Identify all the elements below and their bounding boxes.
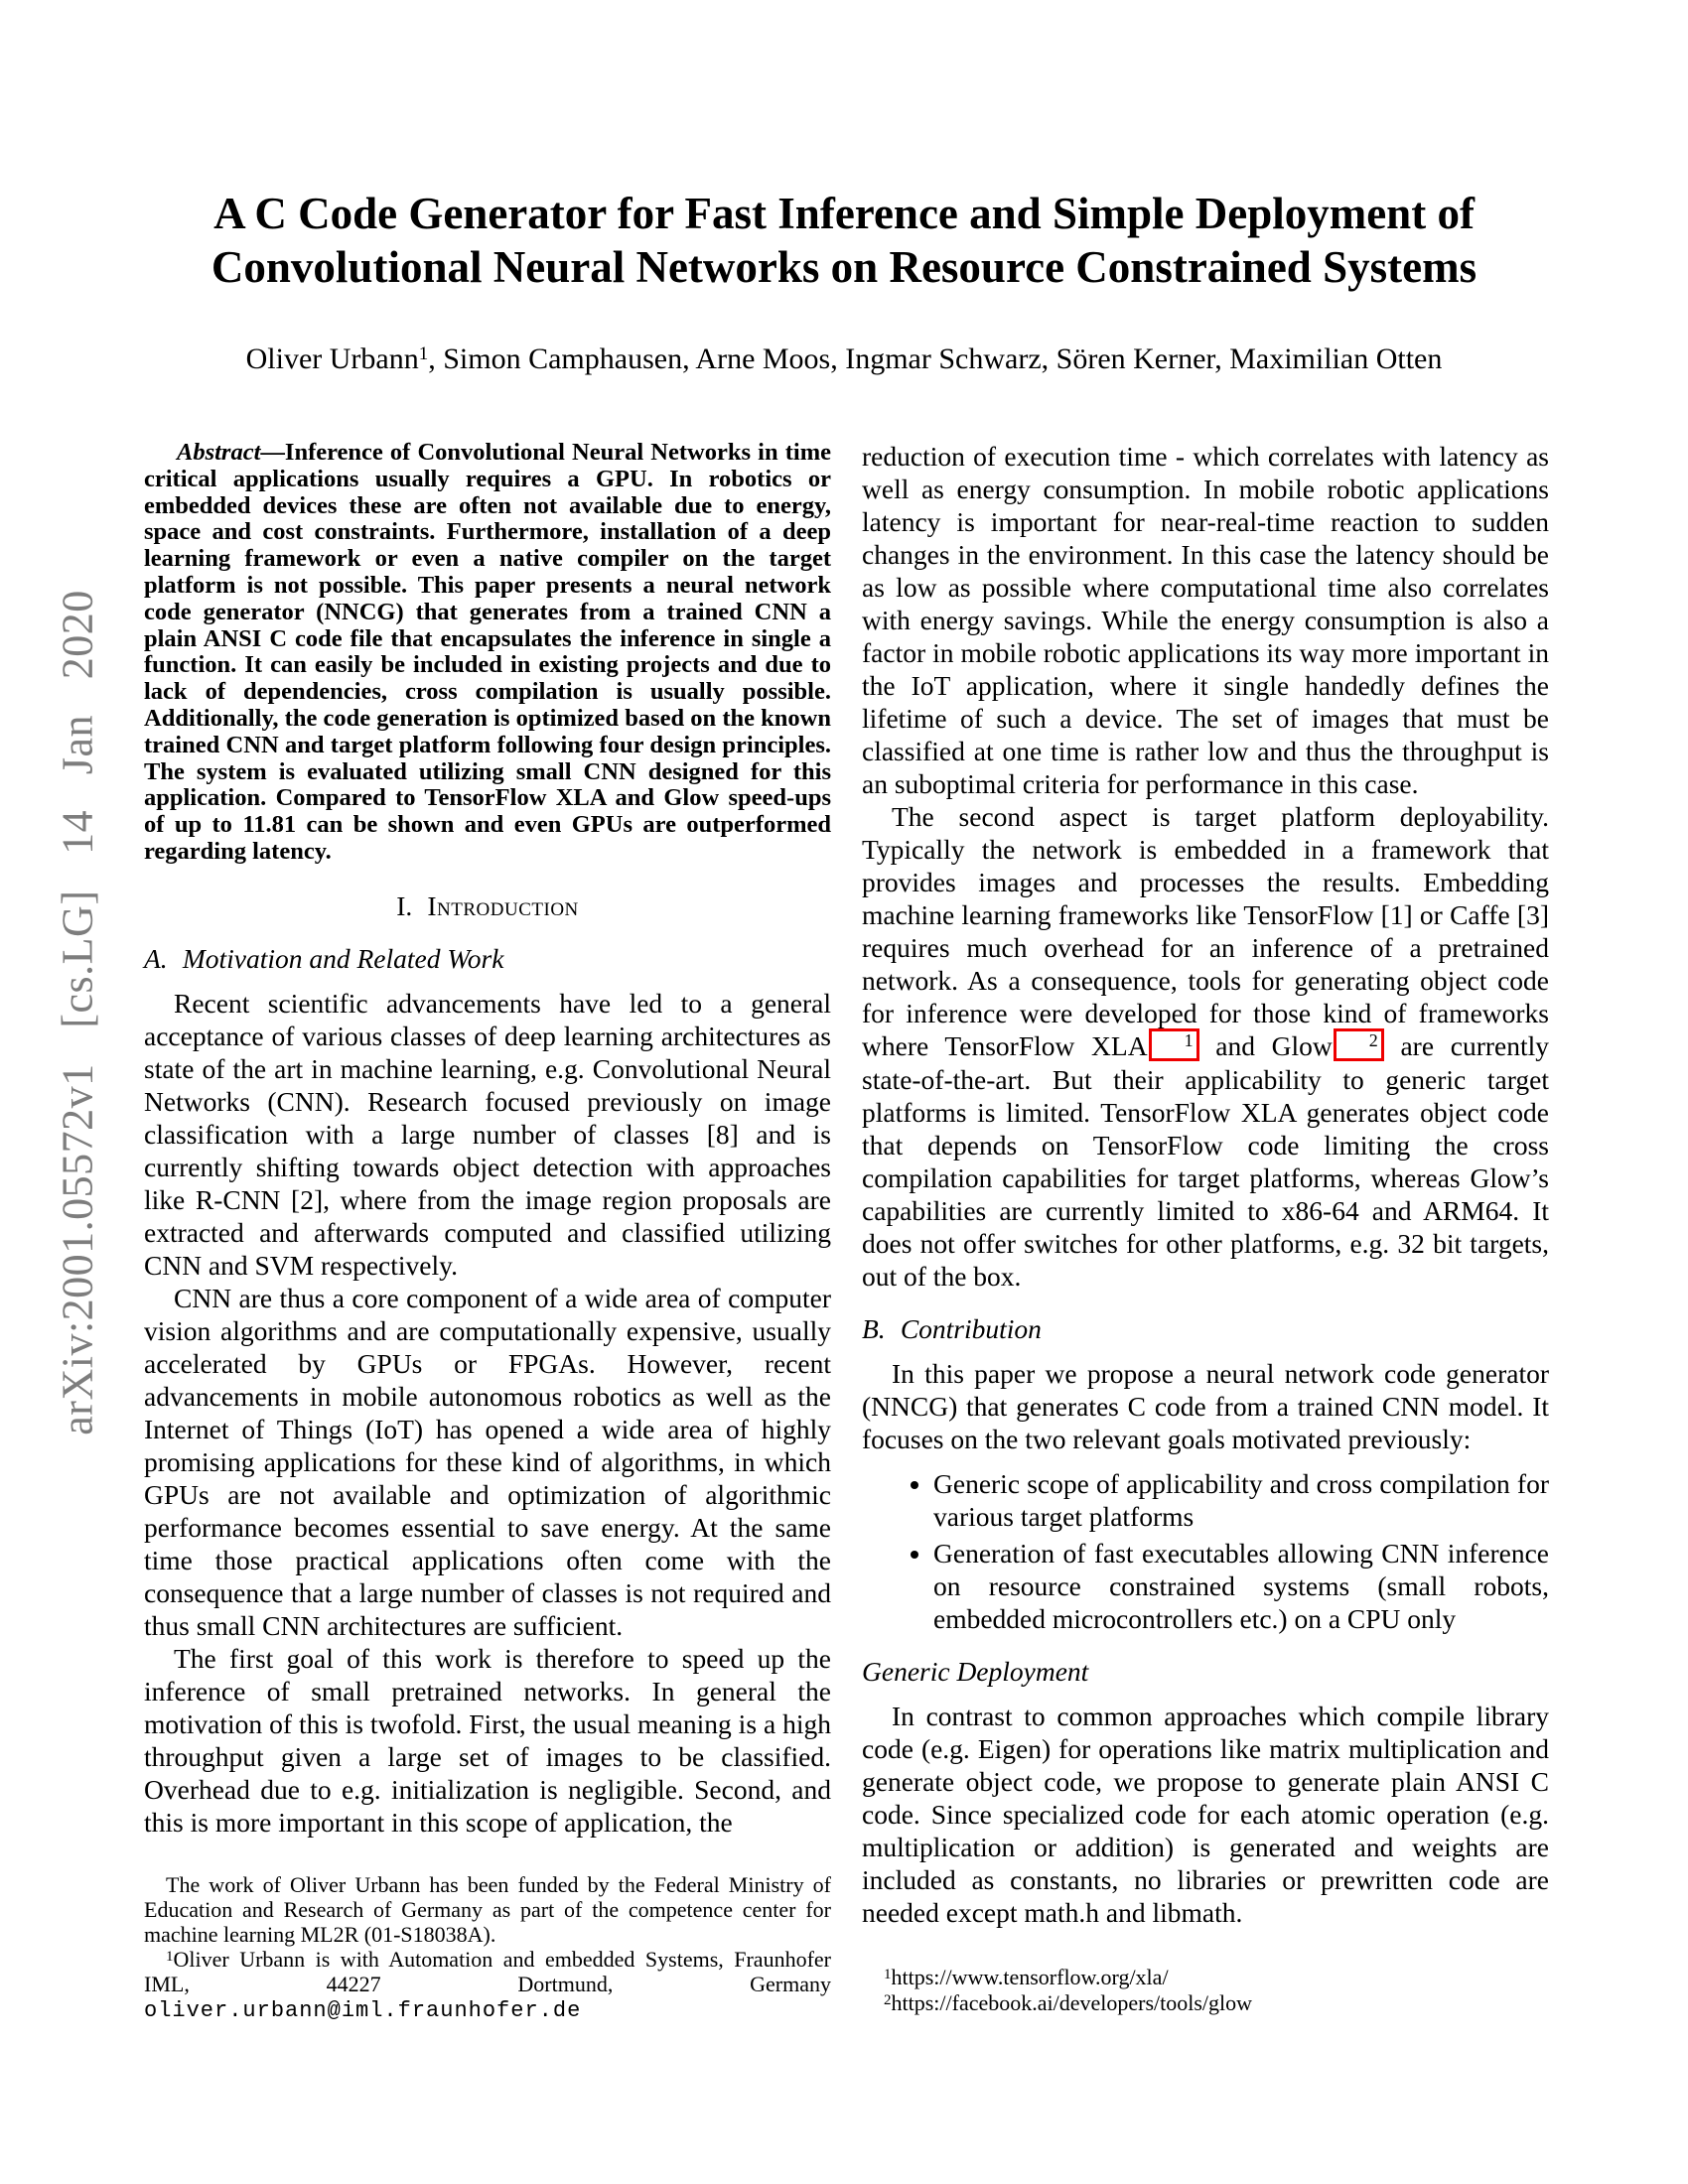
section-title: Introduction: [427, 889, 579, 921]
abstract-dash: —: [260, 439, 285, 466]
author-footnote-marker: 1: [166, 1948, 174, 1965]
footnote-2: [862, 1990, 1549, 2016]
second-aspect-before: The second aspect is target platform deployability. Typically the network is embedded in a framework that provides images and processes the results. Embedding machine learning frameworks like TensorFlow [1] or Caffe [3] requires much overhead for an inference of a pretrained network. As a consequence, tools for generating object code for inference were developed for those kind of frameworks where TensorFlow XLA: [862, 801, 1549, 1061]
paragraph-second-aspect: [862, 800, 1549, 1293]
paragraph-contribution-intro: In this paper we propose a neural network code generator (NNCG) that generates C code from a trained CNN model. It focuses on the two relevant goals motivated previously:: [862, 1358, 1549, 1454]
footnote-1-url: https://www.tensorflow.org/xla/: [891, 1965, 1169, 1989]
authors-line: [0, 341, 1688, 377]
author-affiliation-marker: 1: [418, 343, 429, 365]
thanks-footnote: The work of Oliver Urbann has been funded by the Federal Ministry of Education and Research of Germany as part of the competence center for machine learning ML2R (01-S18038A).: [144, 1871, 831, 1947]
paragraph-generic-deployment: In contrast to common approaches which compile library code (e.g. Eigen) for operations like matrix multiplication and generate object code, we propose to generate plain ANSI C code. Since specialized code for each atomic operation (e.g. multiplication or addition) is generated and weights are included as constants, no libraries or prewritten code are needed except math.h and libmath.: [862, 1701, 1549, 1928]
author-first: Oliver Urbann: [245, 342, 419, 375]
footnote-2-marker: 2: [884, 1992, 892, 2008]
list-item: • Generation of fast executables allowing CNN inference on resource constrained systems (small robots, embedded microcontrollers etc.) on a CPU only: [933, 1537, 1549, 1635]
subsection-label: A.: [144, 942, 168, 974]
footnote-ref-1[interactable]: 1: [1149, 1028, 1199, 1061]
footnote-1-marker: 1: [884, 1967, 892, 1982]
generic-deployment-heading: Generic Deployment: [862, 1656, 1089, 1687]
left-column: [144, 440, 831, 2023]
paper-title: [0, 187, 1688, 294]
second-aspect-between: and Glow: [1198, 1030, 1333, 1061]
subsection-title: Contribution: [900, 1313, 1042, 1344]
url-footnotes: [862, 1965, 1549, 2016]
subsection-title: Motivation and Related Work: [182, 942, 504, 974]
author-footnote-text: Oliver Urbann is with Automation and embedded Systems, Fraunhofer IML, 44227 Dortmund, Germany: [144, 1946, 831, 1996]
arxiv-watermark: arXiv:2001.05572v1 [cs.LG] 14 Jan 2020: [53, 590, 102, 1435]
section-heading-introduction: [144, 889, 831, 922]
authors-rest: , Simon Camphausen, Arne Moos, Ingmar Schwarz, Sören Kerner, Maximilian Otten: [428, 342, 1443, 375]
contribution-list: [862, 1467, 1549, 1635]
paragraph-motivation-2: CNN are thus a core component of a wide area of computer vision algorithms and are computationally expensive, usually accelerated by GPUs or FPGAs. However, recent advancements in mobile autonomous robotics as well as the Internet of Things (IoT) has opened a wide area of highly promising applications for these kind of algorithms, in which GPUs are not available and optimization of algorithmic performance becomes essential to save energy. At the same time those practical applications often come with the consequence that a large number of classes is not required and thus small CNN architectures are sufficient.: [144, 1282, 831, 1641]
list-item: • Generic scope of applicability and cross compilation for various target platforms: [933, 1467, 1549, 1533]
abstract-body: Inference of Convolutional Neural Networks in time critical applications usually requires a GPU. In robotics or embedded devices these are often not available due to energy, space and cost constraints. Furthermore, installation of a deep learning framework or even a native compiler on the target platform is not possible. This paper presents a neural network code generator (NNCG) that generates from a trained CNN a plain ANSI C code file that encapsulates the inference in single a function. It can easily be included in existing projects and due to lack of dependencies, cross compilation is usually possible. Additionally, the code generation is optimized based on the known trained CNN and target platform following four design principles. The system is evaluated utilizing small CNN designed for this application. Compared to TensorFlow XLA and Glow speed-ups of up to 11.81 can be shown and even GPUs are outperformed regarding latency.: [144, 439, 831, 865]
section-number: I.: [396, 889, 413, 921]
footnote-1: [862, 1965, 1549, 1990]
abstract-label: Abstract: [177, 439, 261, 466]
paragraph-motivation-1: Recent scientific advancements have led to a general acceptance of various classes of deep learning architectures as state of the art in machine learning, e.g. Convolutional Neural Networks (CNN). Research focused previously on image classification with a large number of classes [8] and is currently shifting towards object detection with approaches like R-CNN [2], where from the image region proposals are extracted and afterwards computed and classified utilizing CNN and SVM respectively.: [144, 987, 831, 1281]
paper-title-text: A C Code Generator for Fast Inference and Simple Deployment of Convolutional Neural Networks on Resource Constrained Systems: [211, 189, 1477, 292]
author-footnote: [144, 1947, 831, 2023]
subsection-heading-contribution: [862, 1312, 1549, 1345]
paragraph-motivation-3: The first goal of this work is therefore to speed up the inference of small pretrained networks. In general the motivation of this is twofold. First, the usual meaning is a high throughput given a large set of images to be classified. Overhead due to e.g. initialization is negligible. Second, and this is more important in this scope of application, the: [144, 1642, 831, 1838]
paragraph-continuation: reduction of execution time - which correlates with latency as well as energy consumption. In mobile robotic applications latency is important for near-real-time reaction to sudden changes in the environment. In this case the latency should be as low as possible where computational time also correlates with energy savings. While the energy consumption is also a factor in mobile robotic applications its way more important in the IoT application, where it single handedly defines the lifetime of such a device. The set of images that must be classified at one time is rather low and thus the throughput is an suboptimal criteria for performance in this case.: [862, 441, 1549, 799]
subsection-label: B.: [862, 1313, 886, 1344]
footnote-ref-2[interactable]: 2: [1334, 1028, 1384, 1061]
subsection-heading-motivation: [144, 942, 831, 975]
abstract: [144, 440, 831, 866]
second-aspect-after: are currently state-of-the-art. But their applicability to generic target platforms is limited. TensorFlow XLA generates object code that depends on TensorFlow code limiting the cross compilation capabilities for target platforms, whereas Glow’s capabilities are currently limited to x86-64 and ARM64. It does not offer switches for other platforms, e.g. 32 bit targets, out of the box.: [862, 1030, 1549, 1292]
footnote-2-url: https://facebook.ai/developers/tools/glow: [891, 1990, 1253, 2015]
right-column: [862, 440, 1549, 2016]
footnote-block: [144, 1872, 831, 2023]
author-email: oliver.urbann@iml.fraunhofer.de: [144, 1997, 582, 2023]
